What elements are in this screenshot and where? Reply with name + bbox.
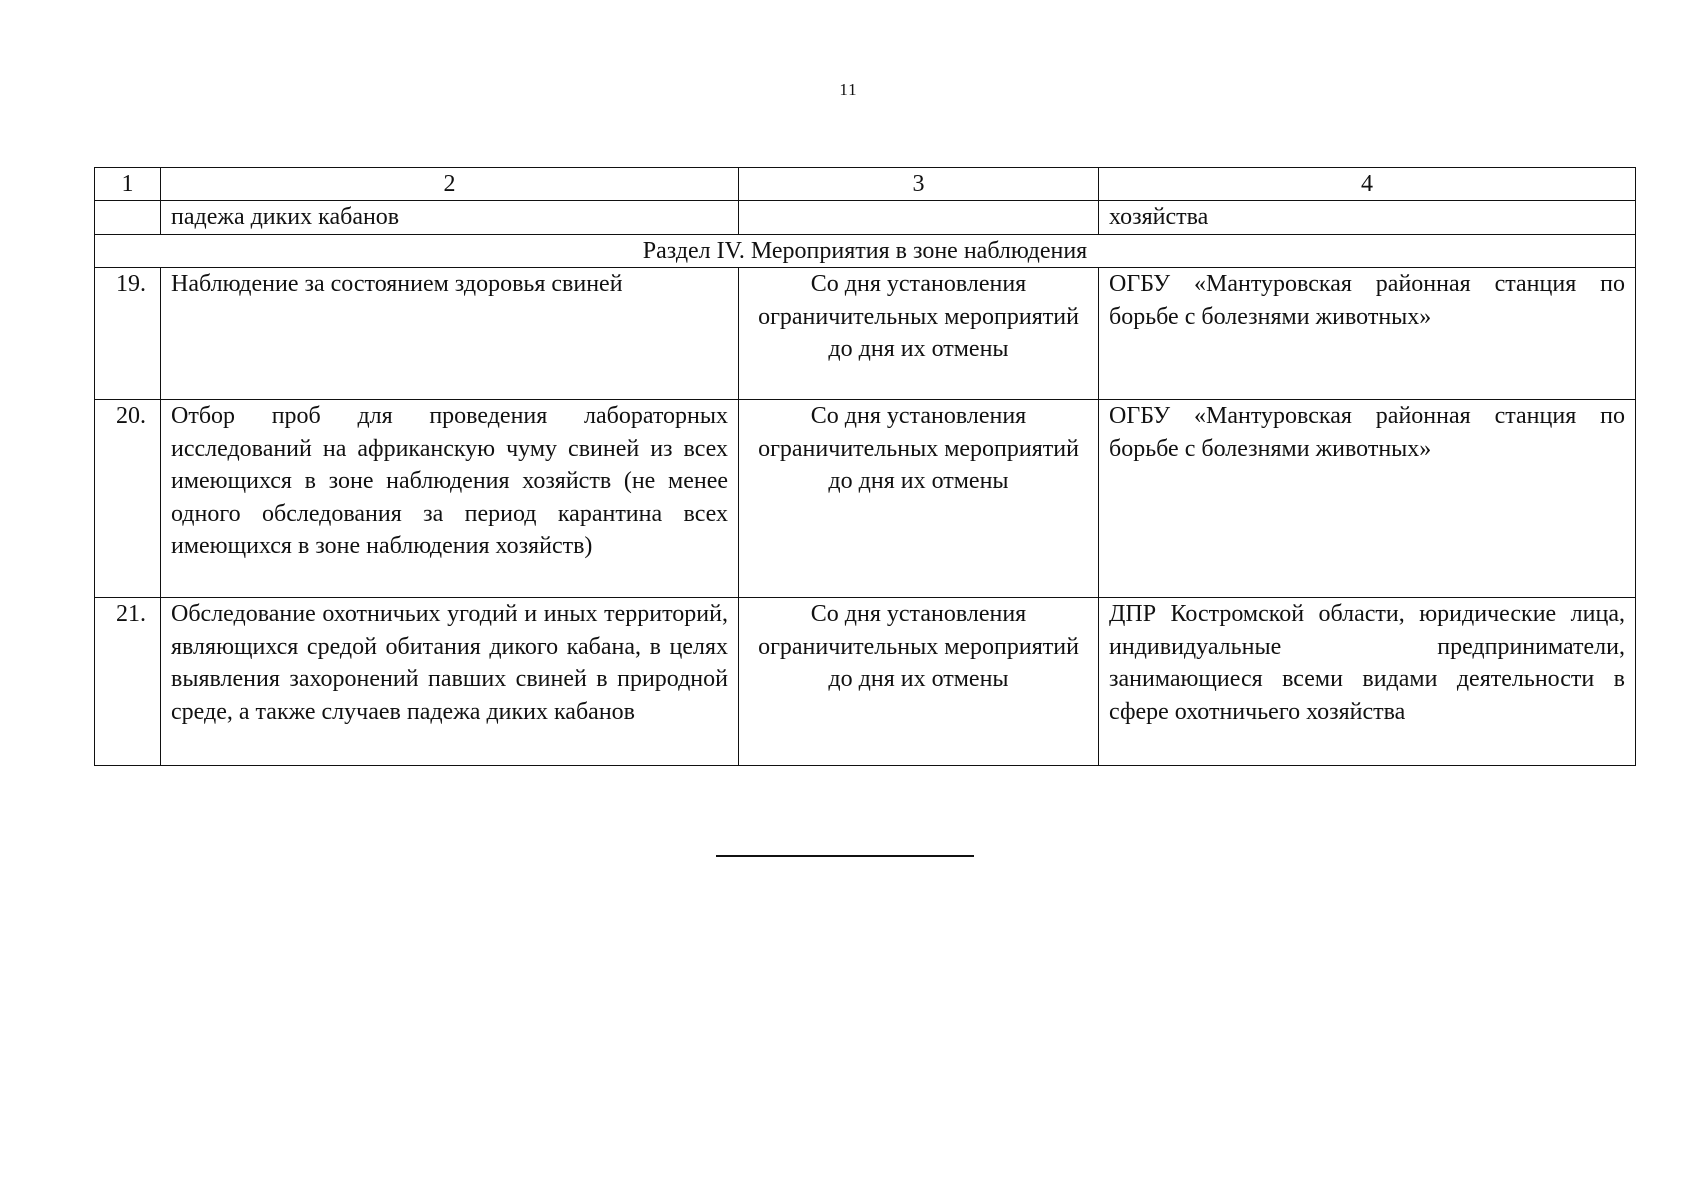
row-number: 20.	[95, 400, 161, 598]
row-number: 21.	[95, 598, 161, 766]
end-of-document-rule	[716, 855, 974, 857]
section-row	[95, 234, 1636, 268]
table-row	[95, 268, 1636, 400]
table-row	[95, 598, 1636, 766]
table-row	[95, 400, 1636, 598]
header-col-1: 1	[95, 168, 161, 201]
responsible-cell: ДПР Костромской области, юридические лица, индивидуальные предприниматели, занимающиеся всеми видами деятельности в сфере охотничьего хозяйства	[1099, 598, 1636, 766]
deadline-cell	[739, 201, 1099, 235]
page-number: 11	[839, 80, 858, 99]
table-header-row	[95, 168, 1636, 201]
measure-cell: Отбор проб для проведения лабораторных исследований на африканскую чуму свиней из всех имеющихся в зоне наблюдения хозяйств (не менее одного обследования за период карантина всех имеющихся в зоне наблюдения хозяйств)	[161, 400, 739, 598]
measure-cell: Наблюдение за состоянием здоровья свиней	[161, 268, 739, 400]
measure-cell: падежа диких кабанов	[161, 201, 739, 235]
deadline-cell: Со дня установления ограничительных мероприятий до дня их отмены	[739, 400, 1099, 598]
deadline-cell: Со дня установления ограничительных мероприятий до дня их отмены	[739, 268, 1099, 400]
row-number	[95, 201, 161, 235]
header-col-4: 4	[1099, 168, 1636, 201]
section-title: Раздел IV. Мероприятия в зоне наблюдения	[95, 234, 1636, 268]
responsible-cell: ОГБУ «Мантуровская районная станция по борьбе с болезнями животных»	[1099, 400, 1636, 598]
measure-cell: Обследование охотничьих угодий и иных территорий, являющихся средой обитания дикого кабана, в целях выявления захоронений павших свиней в природной среде, а также случаев падежа диких кабанов	[161, 598, 739, 766]
header-col-3: 3	[739, 168, 1099, 201]
measures-table	[94, 167, 1636, 766]
row-number: 19.	[95, 268, 161, 400]
header-col-2: 2	[161, 168, 739, 201]
continuation-row	[95, 201, 1636, 235]
deadline-cell: Со дня установления ограничительных мероприятий до дня их отмены	[739, 598, 1099, 766]
responsible-cell: хозяйства	[1099, 201, 1636, 235]
responsible-cell: ОГБУ «Мантуровская районная станция по борьбе с болезнями животных»	[1099, 268, 1636, 400]
